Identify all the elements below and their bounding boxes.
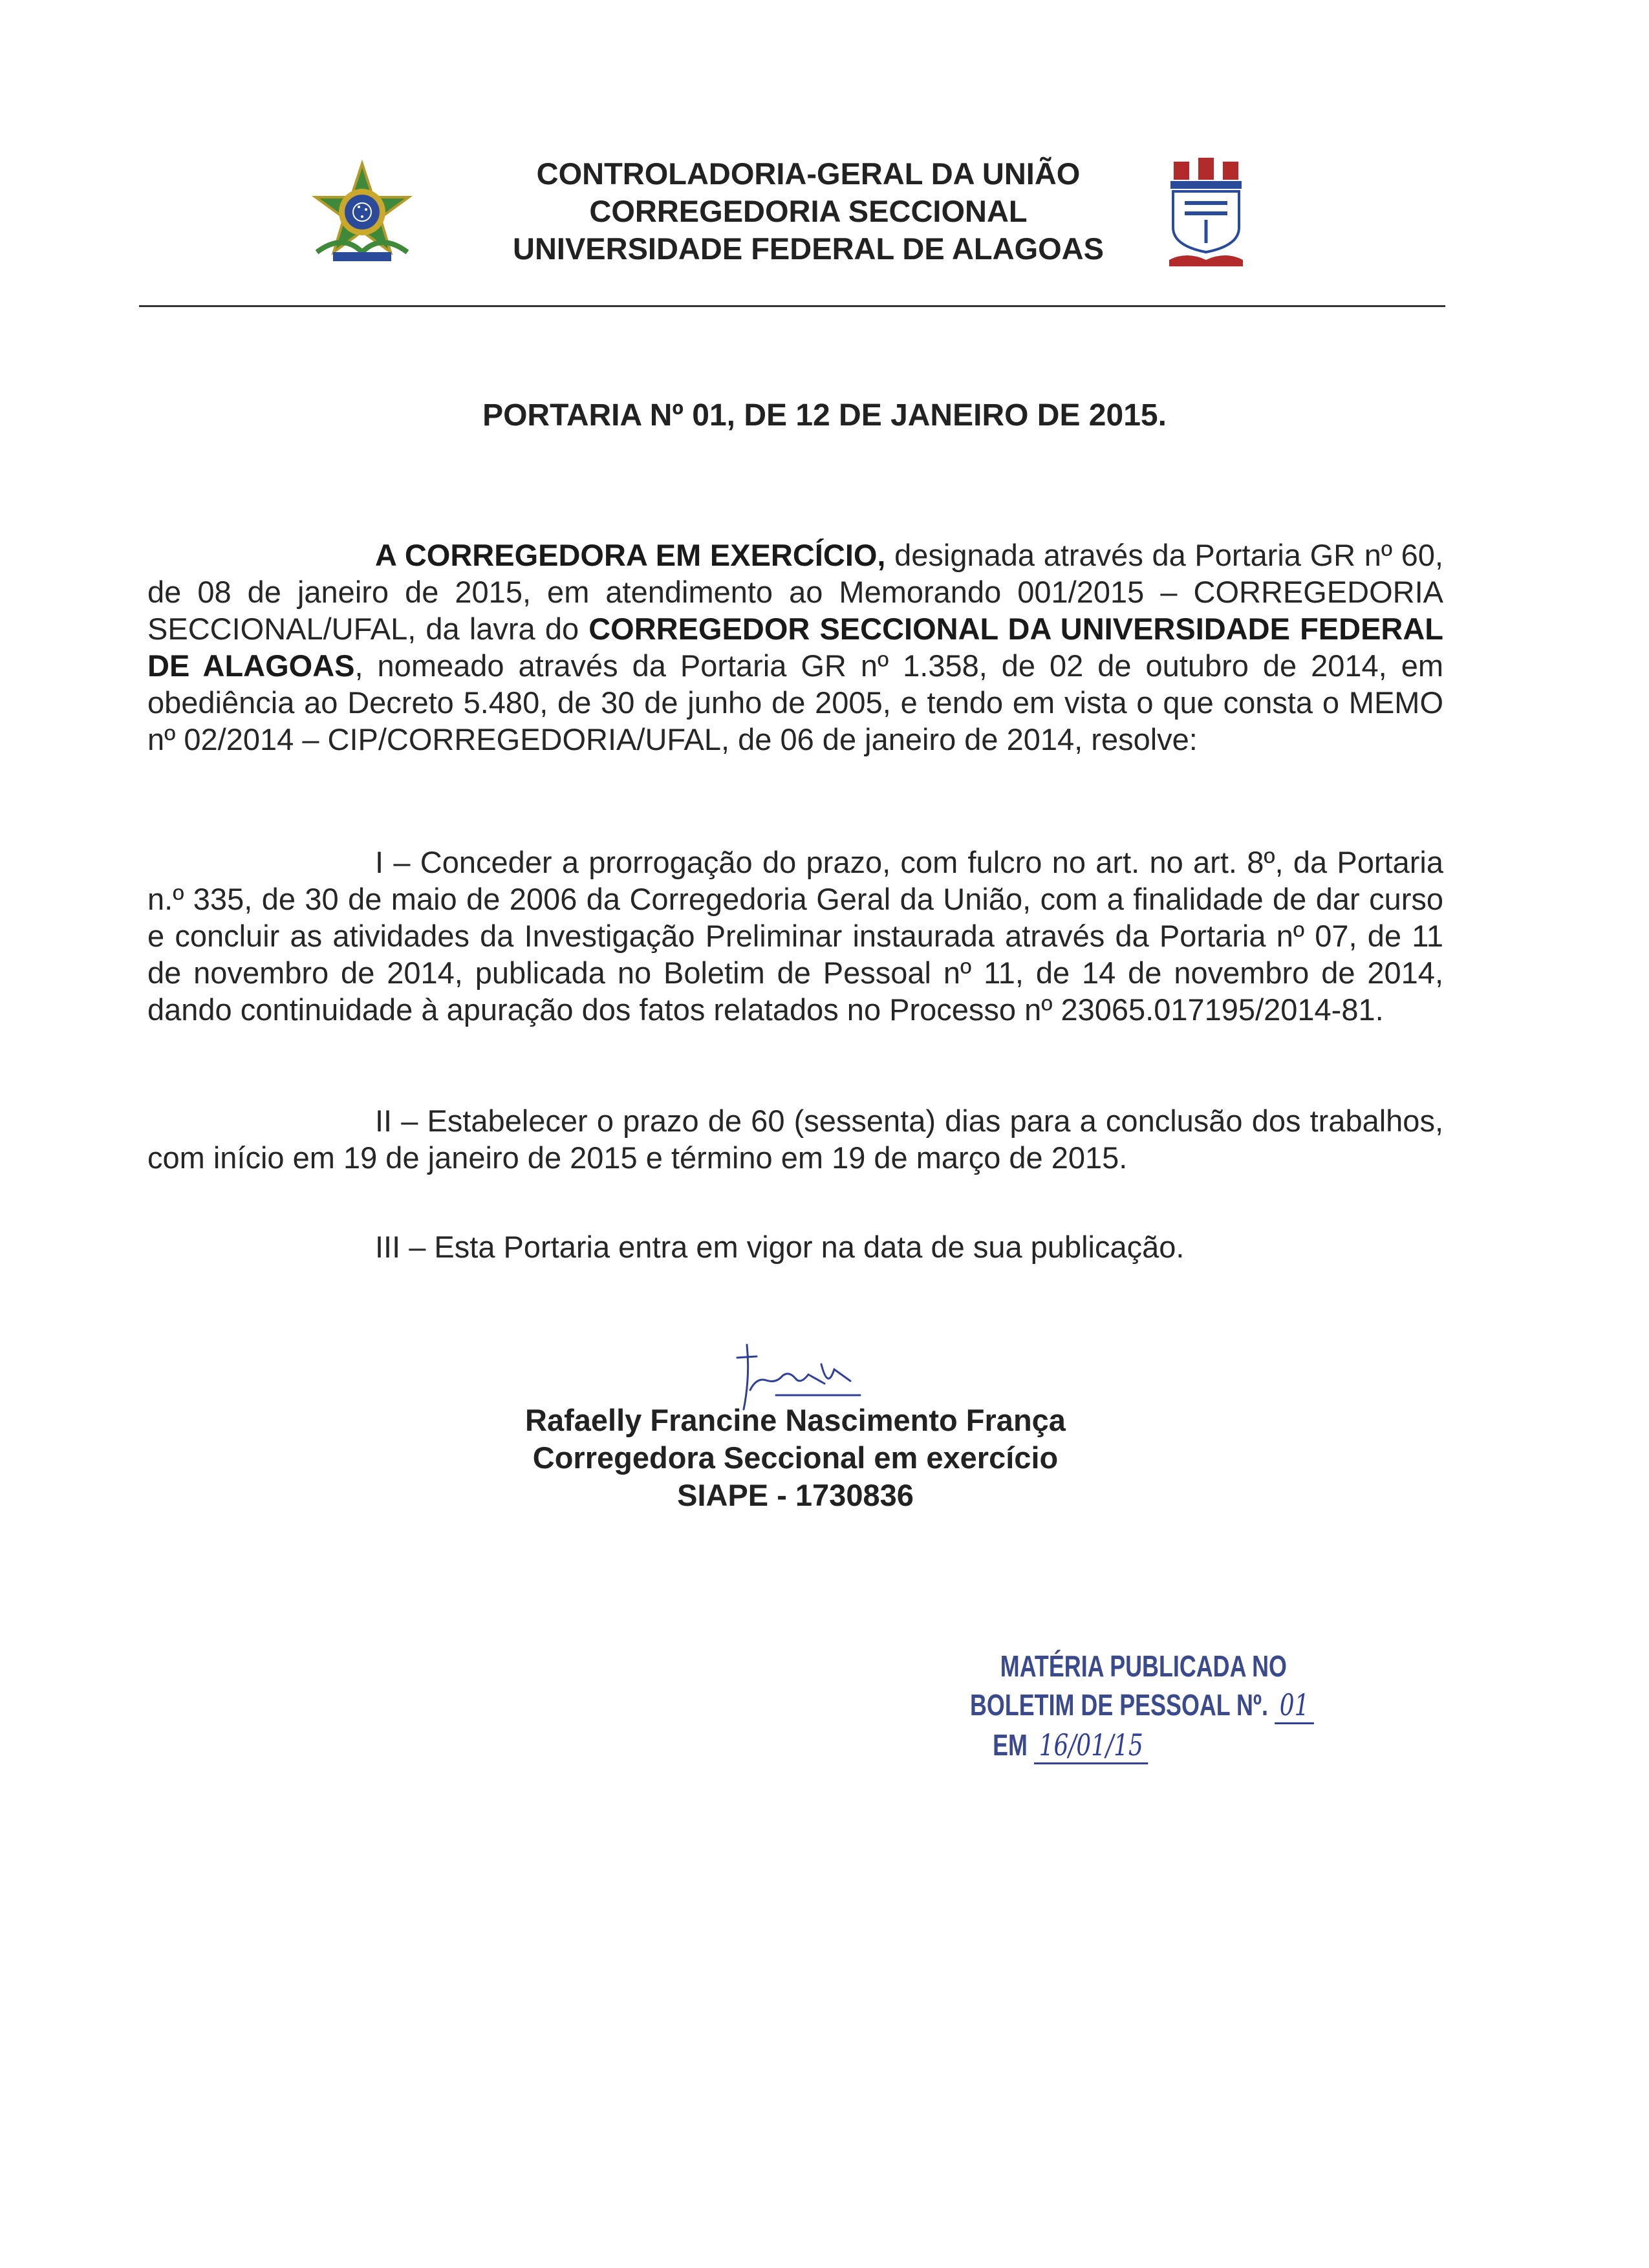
brazil-coat-of-arms-icon: [304, 155, 420, 272]
paragraph-article-2: [147, 1102, 1443, 1176]
header-line-3: UNIVERSIDADE FEDERAL DE ALAGOAS: [513, 231, 1104, 266]
stamp-bulletin-number: 01: [1275, 1687, 1314, 1724]
preamble-bold-1: A CORREGEDORA EM EXERCÍCIO,: [375, 538, 886, 572]
header-line-1: CONTROLADORIA-GERAL DA UNIÃO: [536, 156, 1081, 191]
header-title: [420, 155, 1196, 268]
stamp-line-2-label: BOLETIM DE PESSOAL Nº.: [970, 1688, 1268, 1722]
header-line-2: CORREGEDORIA SECCIONAL: [589, 194, 1028, 228]
signer-name: Rafaelly Francine Nascimento França: [525, 1403, 1066, 1437]
paragraph-preamble: [147, 537, 1443, 758]
document-title: PORTARIA Nº 01, DE 12 DE JANEIRO DE 2015.: [482, 398, 1167, 433]
signer-block: [375, 1402, 1216, 1514]
signer-role: Corregedora Seccional em exercício: [532, 1440, 1059, 1475]
preamble-bold-2: CORREGEDOR SECCIONAL DA UNIVERSIDADE FEDERAL DE ALAGOAS: [147, 612, 1444, 683]
stamp-line-1: MATÉRIA PUBLICADA NO: [1000, 1649, 1287, 1683]
stamp-line-2: [970, 1687, 1314, 1722]
stamp-line-3: [993, 1728, 1148, 1762]
article-2-text: II – Estabelecer o prazo de 60 (sessenta) dias para a conclusão dos trabalhos, com início em 19 de janeiro de 2015 e término em 19 de março de 2015.: [147, 1104, 1443, 1175]
article-3-text: III – Esta Portaria entra em vigor na data de sua publicação.: [375, 1230, 1185, 1264]
signer-siape: SIAPE - 1730836: [677, 1478, 914, 1512]
header-divider: [139, 305, 1445, 307]
paragraph-article-3: [147, 1228, 1443, 1265]
stamp-date: 16/01/15: [1034, 1728, 1148, 1764]
paragraph-article-1: [147, 844, 1443, 1028]
ufal-shield-icon: [1164, 155, 1248, 272]
stamp-line-3-label: EM: [993, 1728, 1028, 1762]
article-1-text: I – Conceder a prorrogação do prazo, com fulcro no art. no art. 8º, da Portaria n.º 335, de 30 de maio de 2006 da Corregedoria Geral da União, com a finalidade de dar curso e concluir as atividades da Investigação Preliminar instaurada através da Portaria nº 07, de 11 de novembro de 2014, publicada no Boletim de Pessoal nº 11, de 14 de novembro de 2014, dando continuidade à apuração dos fatos relatados no Processo nº 23065.017195/2014-81.: [147, 845, 1443, 1027]
preamble-text-2: , nomeado através da Portaria GR nº 1.358, de 02 de outubro de 2014, em obediência ao Decreto 5.480, de 30 de junho de 2005, e tendo em vista o que consta o MEMO nº 02/2014 – CIP/CORREGEDORIA/UFAL, de 06 de janeiro de 2014, resolve:: [147, 648, 1443, 756]
preamble-text-1: designada através da Portaria GR nº 60, de 08 de janeiro de 2015, em atendimento ao Memorando 001/2015 – CORREGEDORIA SECCIONAL/UFAL, da lavra do: [147, 538, 1443, 646]
publication-stamp: [970, 1649, 1310, 1791]
